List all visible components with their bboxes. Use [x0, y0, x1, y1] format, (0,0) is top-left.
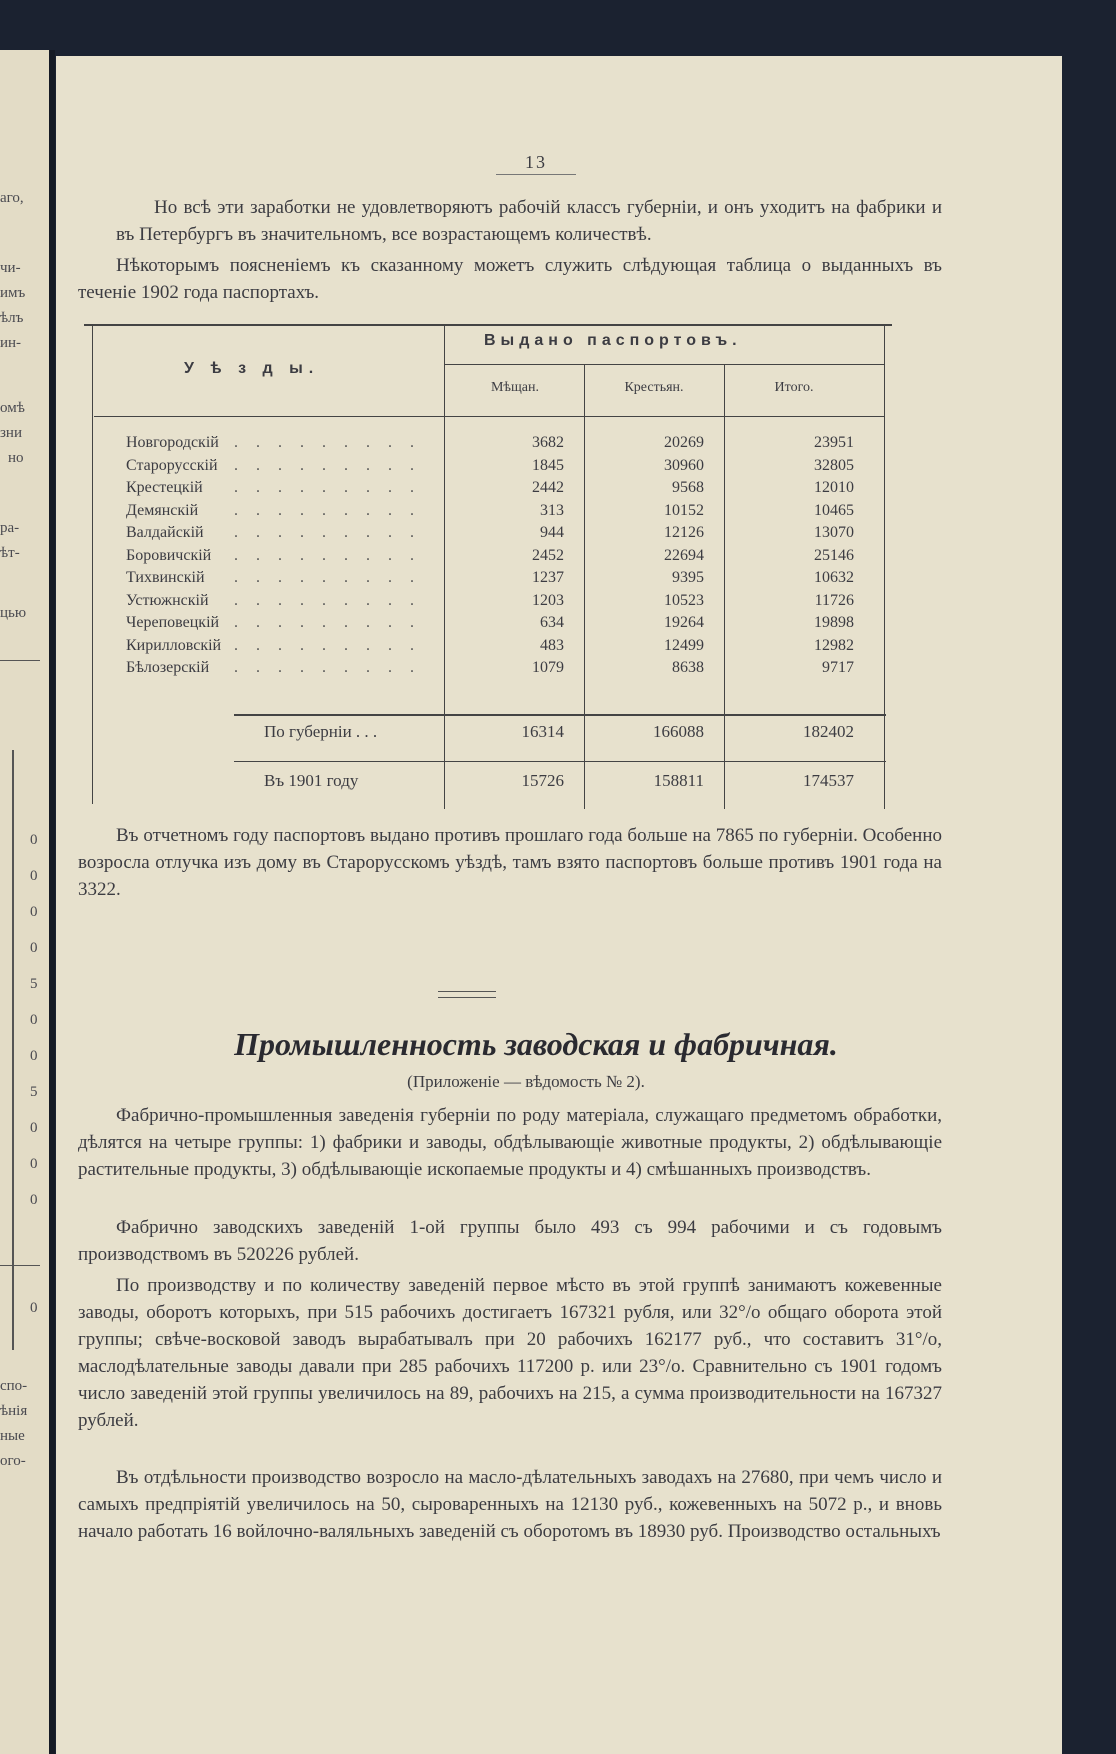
prev-meshchan: 15726 — [521, 771, 564, 790]
left-page-rule — [0, 660, 40, 661]
district-name: Новгородскій — [126, 434, 219, 451]
leader-dots: . . . . . . . . . — [234, 546, 421, 564]
total-meshchan: 16314 — [521, 722, 564, 741]
itogo-value: 12010 — [814, 479, 854, 496]
prev-krestyan: 158811 — [653, 771, 704, 790]
meshchan-value: 2452 — [532, 546, 564, 564]
leader-dots: . . . . . . . . . — [234, 659, 421, 676]
itogo-value: 10465 — [814, 501, 854, 519]
krestyan-value: 19264 — [664, 614, 704, 631]
leader-dots: . . . . . . . . . — [234, 479, 421, 496]
krestyan-value: 22694 — [664, 546, 704, 564]
leader-dots: . . . . . . . . . — [234, 614, 421, 631]
page-number-rule — [496, 174, 576, 175]
prev-year-label: Въ 1901 году — [264, 771, 359, 790]
meshchan-value: 2442 — [532, 479, 564, 496]
left-page-fragment: ин- — [0, 335, 22, 351]
page-number: 13 — [525, 152, 547, 172]
left-page-fragment: чи- — [0, 260, 21, 276]
paragraph-2: Нѣкоторымъ поясненіемъ къ сказанному можетъ служить слѣдующая таблица о выданныхъ въ теченіе 1902 года паспортахъ. — [78, 255, 942, 303]
left-page-table-line — [12, 750, 14, 1350]
left-page-fragment: 0 — [30, 1012, 38, 1028]
table-row — [84, 592, 892, 614]
section-heading: Промышленность заводская и фабричная. — [234, 1026, 838, 1062]
left-page-fragment: ные — [0, 1428, 25, 1444]
district-name: Устюжнскій — [126, 591, 209, 609]
left-page-fragment: ѣт- — [0, 545, 20, 561]
table-row — [84, 547, 892, 569]
left-page-fragment: 0 — [30, 940, 38, 956]
table-row — [84, 434, 892, 456]
left-page-fragment: 0 — [30, 868, 38, 884]
district-name: Крестецкій — [126, 479, 203, 496]
table-row — [84, 502, 892, 524]
krestyan-value: 20269 — [664, 434, 704, 451]
section-subheading: (Приложеніе — вѣдомость № 2). — [407, 1072, 645, 1091]
book-gutter — [49, 50, 55, 1754]
left-page-fragment: 0 — [30, 1156, 38, 1172]
document-page — [56, 56, 1062, 1754]
leader-dots: . . . . . . . . . — [234, 636, 421, 654]
column-header-itogo: Итого. — [774, 380, 814, 395]
district-name: Бѣлозерскій — [126, 659, 210, 676]
paragraph-6: По производству и по количеству заведеній первое мѣсто въ этой группѣ занимаютъ кожевенные заводы, оборотъ которыхъ, при 515 рабочихъ достигаетъ 167321 рубля, или 32°/о общаго оборота этой группы; свѣче-восковой заводъ вырабатывалъ при 20 рабочихъ 162177 руб., что составитъ 31°/о, маслодѣлательные заводы давали при 285 рабочихъ 117200 р. или 23°/о. Сравнительно съ 1901 годомъ число заведеній этой группы увеличилось на 89, рабочихъ на 215, а сумма производительности на 167327 рублей. — [78, 1275, 942, 1431]
krestyan-value: 12126 — [664, 524, 704, 541]
meshchan-value: 634 — [540, 614, 564, 631]
itogo-value: 25146 — [814, 546, 854, 564]
paragraph-4: Фабрично-промышленныя заведенія губерніи по роду матеріала, служащаго предметомъ обработки, дѣлятся на четыре группы: 1) фабрики и заводы, обдѣлывающіе животные продукты, 2) обдѣлывающіе растительные продукты, 3) обдѣлывающіе ископаемые продукты и 4) смѣшанныхъ производствъ. — [78, 1105, 942, 1180]
column-header-krestyan: Крестьян. — [624, 380, 684, 395]
district-name: Кирилловскій — [126, 636, 222, 654]
leader-dots: . . . . . . . . . — [234, 434, 421, 451]
column-header-meshchan: Мѣщан. — [490, 380, 540, 395]
left-page-fragment: аго, — [0, 190, 24, 206]
itogo-value: 32805 — [814, 456, 854, 474]
district-name: Демянскій — [126, 501, 199, 519]
left-page-fragment: ого- — [0, 1453, 26, 1469]
leader-dots: . . . . . . . . . — [234, 501, 421, 519]
total-itogo: 182402 — [803, 722, 854, 741]
krestyan-value: 9568 — [672, 479, 704, 496]
itogo-value: 13070 — [814, 524, 854, 541]
krestyan-value: 10152 — [664, 501, 704, 519]
table-row — [84, 637, 892, 659]
left-page-fragment: омѣ — [0, 400, 25, 416]
district-name: Тихвинскій — [126, 569, 205, 586]
district-name: Валдайскій — [126, 524, 204, 541]
left-page-edge — [0, 50, 53, 1754]
table-row — [84, 569, 892, 591]
itogo-value: 19898 — [814, 614, 854, 631]
meshchan-value: 3682 — [532, 434, 564, 451]
table-row — [84, 659, 892, 681]
meshchan-value: 1203 — [532, 591, 564, 609]
leader-dots: . . . . . . . . . — [234, 456, 421, 474]
total-krestyan: 166088 — [653, 722, 704, 741]
krestyan-value: 12499 — [664, 636, 704, 654]
itogo-value: 9717 — [822, 659, 854, 676]
table-row — [84, 524, 892, 546]
itogo-value: 10632 — [814, 569, 854, 586]
itogo-value: 12982 — [814, 636, 854, 654]
left-page-fragment: 0 — [30, 1048, 38, 1064]
left-page-fragment: 0 — [30, 904, 38, 920]
paragraph-7: Въ отдѣльности производство возросло на масло-дѣлательныхъ заводахъ на 27680, при чемъ число и самыхъ предпріятій увеличилось на 50, сыроваренныхъ на 12130 руб., кожевенныхъ на 5072 р., и вновь начало работать 16 войлочно-валяльныхъ заведеній съ оборотомъ въ 18930 руб. Производство остальныхъ — [78, 1467, 942, 1542]
table-row — [84, 479, 892, 501]
meshchan-value: 1845 — [532, 456, 564, 474]
itogo-value: 23951 — [814, 434, 854, 451]
meshchan-value: 944 — [540, 524, 564, 541]
itogo-value: 11726 — [814, 591, 854, 609]
left-page-fragment: зни — [0, 425, 22, 441]
section-separator — [438, 991, 496, 998]
left-page-fragment: но — [8, 450, 24, 466]
left-page-fragment: ѣлъ — [0, 310, 24, 326]
meshchan-value: 1079 — [532, 659, 564, 676]
column-group-header: Выдано паспортовъ. — [484, 332, 742, 349]
krestyan-value: 9395 — [672, 569, 704, 586]
left-page-fragment: ѣнія — [0, 1403, 28, 1419]
left-page-fragment: 5 — [30, 1084, 38, 1100]
paragraph-1: Но всѣ эти заработки не удовлетворяютъ рабочій классъ губерніи, и онъ уходитъ на фабрики и въ Петербургъ въ значительномъ, все возрастающемъ количествѣ. — [116, 197, 942, 245]
left-page-fragment: 5 — [30, 976, 38, 992]
leader-dots: . . . . . . . . . — [234, 524, 421, 541]
left-page-fragment: 0 — [30, 832, 38, 848]
krestyan-value: 30960 — [664, 456, 704, 474]
meshchan-value: 483 — [540, 636, 564, 654]
district-name: Боровичскій — [126, 546, 212, 564]
left-page-rule — [0, 1265, 40, 1266]
prev-itogo: 174537 — [803, 771, 854, 790]
meshchan-value: 1237 — [532, 569, 564, 586]
district-name: Старорусскій — [126, 456, 218, 474]
leader-dots: . . . . . . . . . — [234, 591, 421, 609]
leader-dots: . . . . . . . . . — [234, 569, 421, 586]
table-row — [84, 614, 892, 636]
left-page-fragment: 0 — [30, 1192, 38, 1208]
column-header-district: У ѣ з д ы. — [184, 360, 320, 377]
passport-table — [84, 324, 892, 874]
meshchan-value: 313 — [540, 501, 564, 519]
krestyan-value: 10523 — [664, 591, 704, 609]
left-page-fragment: имъ — [0, 285, 26, 301]
paragraph-3: Въ отчетномъ году паспортовъ выдано противъ прошлаго года больше на 7865 по губерніи. Особенно возросла отлучка изъ дому въ Старорусскомъ уѣздѣ, тамъ взято паспортовъ больше противъ 1901 года на 3322. — [78, 825, 942, 900]
left-page-fragment: ра- — [0, 520, 20, 536]
district-name: Череповецкій — [126, 614, 220, 631]
table-row — [84, 457, 892, 479]
left-page-fragment: цью — [0, 605, 27, 621]
paragraph-5: Фабрично заводскихъ заведеній 1-ой группы было 493 съ 994 рабочими и съ годовымъ производствомъ въ 520226 рублей. — [78, 1217, 942, 1265]
total-label: По губерніи . . . — [264, 722, 378, 741]
left-page-fragment: спо- — [0, 1378, 28, 1394]
left-page-fragment: 0 — [30, 1300, 38, 1316]
krestyan-value: 8638 — [672, 659, 704, 676]
left-page-fragment: 0 — [30, 1120, 38, 1136]
